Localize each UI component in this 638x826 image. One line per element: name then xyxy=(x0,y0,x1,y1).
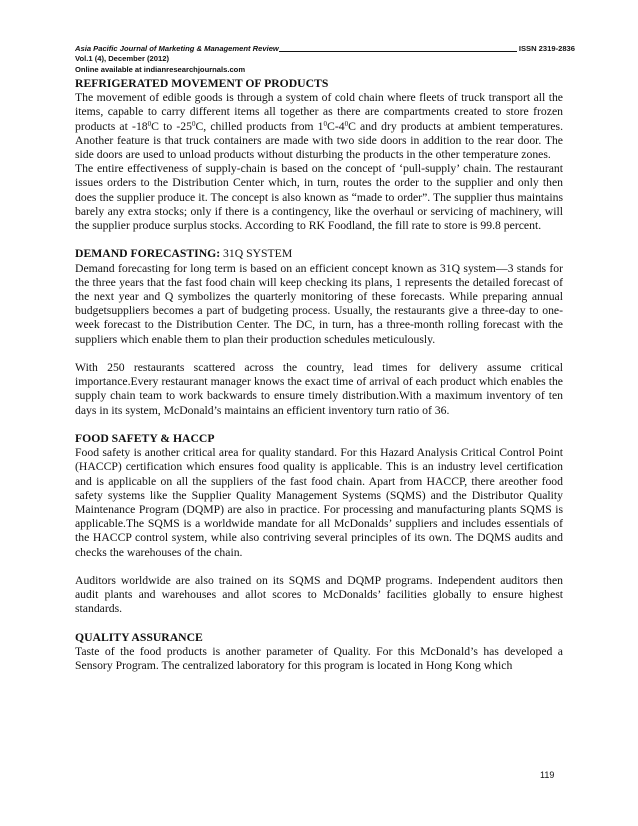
section-heading-demand: DEMAND FORECASTING: 31Q SYSTEM xyxy=(75,247,293,261)
header-rule xyxy=(279,51,517,52)
paragraph-31q-system: Demand forecasting for long term is based on an efficient concept known as 31Q system—3 stands for the three years that the fast food chain will keep checking its plans, 1 represents the detailed forecast of the next year and Q symbolizes the quarterly monitoring of these forecasts. While preparing annual budgetsuppliers becomes a part of budgeting process. Usually, the restaurants give a three-day to one-week forecast to the Distribution Center. The DC, in turn, has a three-month rolling forecast with the suppliers which enable them to plan their production schedules meticulously. xyxy=(75,261,563,346)
section-heading-refrigerated: REFRIGERATED MOVEMENT OF PRODUCTS xyxy=(75,77,329,90)
journal-title: Asia Pacific Journal of Marketing & Management Review xyxy=(75,44,279,53)
article-body xyxy=(75,77,563,673)
paragraph-pull-supply: The entire effectiveness of supply-chain is based on the concept of ‘pull-supply’ chain. The restaurant issues orders to the Distribution Center which, in turn, routes the order to the supplier and only then does the supplier produce it. The concept is also known as “made to order”. The supplier thus maintains barely any extra stocks; only if there is a contingency, like the overhaul or servicing of machinery, will the supplier produce surplus stocks. According to RK Foodland, the fill rate to store is 99.8 percent. xyxy=(75,162,563,233)
paragraph-auditors: Auditors worldwide are also trained on its SQMS and DQMP programs. Independent auditors then audit plants and warehouses and allot scores to McDonalds’ facilities globally to ensure highest standards. xyxy=(75,574,563,616)
page-number: 119 xyxy=(540,770,555,780)
paragraph-lead-times: With 250 restaurants scattered across the country, lead times for delivery assume critical importance.Every restaurant manager knows the exact time of arrival of each product which enables the supply chain team to work backwards to ensure timely distribution.With a maximum inventory of ten days in its system, McDonald’s maintains an efficient inventory turn ratio of 36. xyxy=(75,361,563,417)
section-heading-food-safety: FOOD SAFETY & HACCP xyxy=(75,432,215,446)
degree-superscript: 0 xyxy=(344,119,349,128)
degree-superscript: 0 xyxy=(147,119,152,128)
paragraph-sensory-program: Taste of the food products is another parameter of Quality. For this McDonald’s has developed a Sensory Program. The centralized laboratory for this program is located in Hong Kong which xyxy=(75,645,563,673)
issn: ISSN 2319-2836 xyxy=(518,44,575,53)
header-line xyxy=(75,44,575,54)
volume-info: Vol.1 (4), December (2012) xyxy=(75,54,169,64)
degree-superscript: 0 xyxy=(323,119,328,128)
online-info: Online available at indianresearchjournals.com xyxy=(75,64,246,74)
paragraph-haccp: Food safety is another critical area for quality standard. For this Hazard Analysis Critical Control Point (HACCP) certification which ensures food quality is applicable. This is an industry level certification and is applicable on all the suppliers of the fast food chain. Apart from HACCP, there areother food safety systems like the Supplier Quality Management Systems (SQMS) and the Distributor Quality Maintenance Program (DQMP) are also in practice. For processing and manufacturing plants SQMS is applicable.The SQMS is a worldwide mandate for all McDonalds’ suppliers and includes essentials of the HACCP control system, while also contriving several principles of its own. The DQMS audits and checks the warehouses of the chain. xyxy=(75,446,563,559)
section-heading-quality: QUALITY ASSURANCE xyxy=(75,630,203,644)
paragraph-cold-chain: The movement of edible goods is through a system of cold chain where fleets of truck transport all the items, capable to carry different items all together as there are compartments created to store frozen products at $-18^0C$ to $-25^0C$, chilled products from $1^0C-4^0C$ and dry products at ambient temperatures. Another feature is that truck containers are made with two side doors in addition to the rear door. The side doors are used to unload products without disturbing the products in the other temperature zones. xyxy=(75,91,564,162)
degree-superscript: 0 xyxy=(191,119,196,128)
running-header xyxy=(75,44,575,75)
